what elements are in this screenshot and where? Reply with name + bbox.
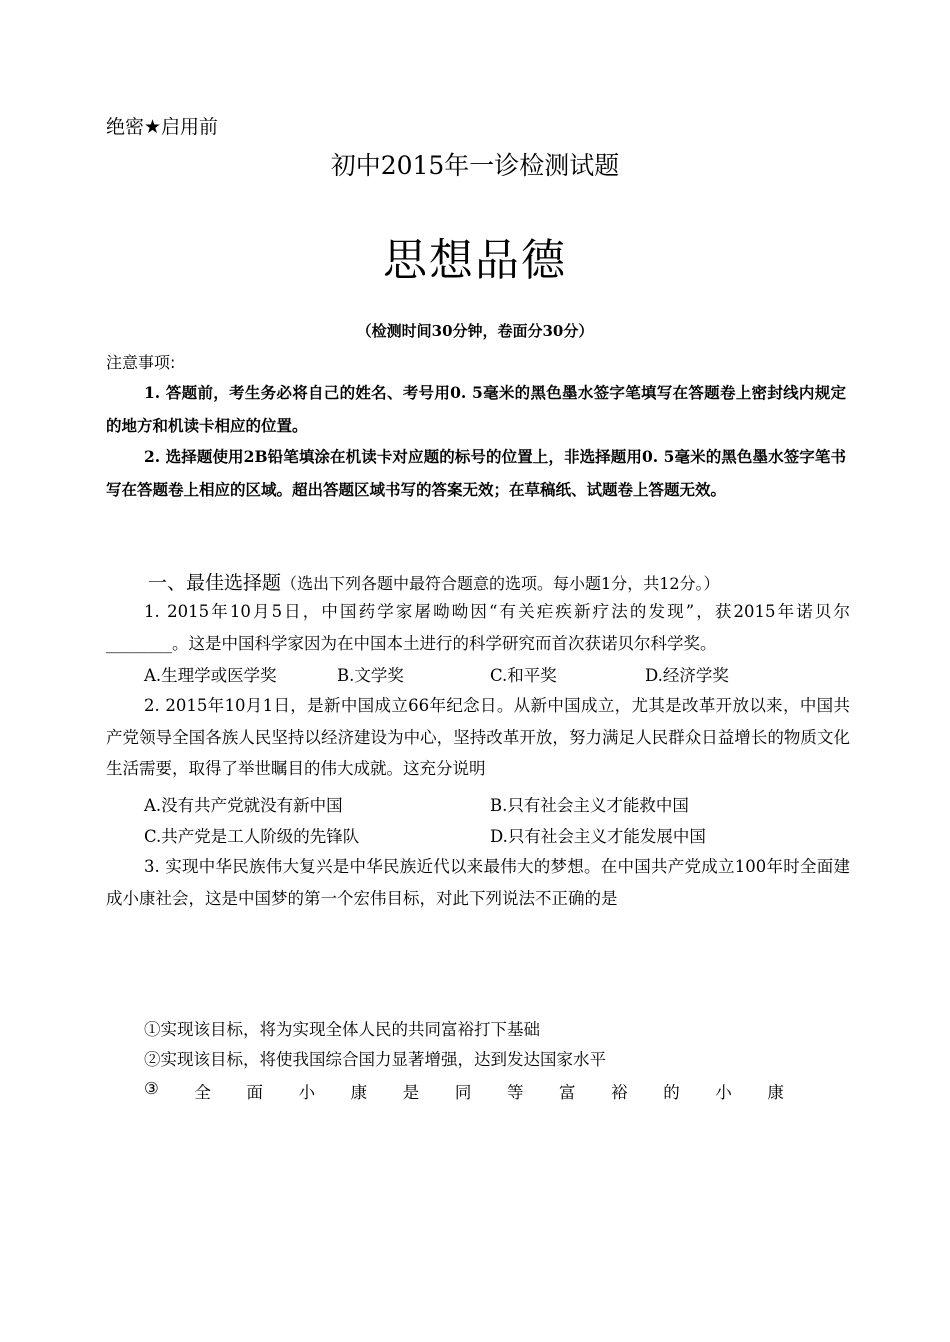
statement-3-char: 裕: [611, 1083, 628, 1102]
confidential-label: 绝密★启用前: [106, 116, 219, 138]
statement-3-char: 小: [715, 1083, 732, 1102]
question-2-option-c: C.共产党是工人阶级的先锋队: [144, 827, 360, 846]
statement-3-char: 同: [454, 1083, 472, 1102]
notice-item-1: 1. 答题前，考生务必将自己的姓名、考号用0. 5毫米的黑色墨水签字笔填写在答题卷上密封线内规定的地方和机读卡相应的位置。: [106, 383, 846, 435]
exam-title: 初中2015年一诊检测试题: [330, 151, 620, 180]
statement-3-char: ③: [144, 1079, 159, 1098]
question-2-option-a: A.没有共产党就没有新中国: [144, 796, 343, 815]
question-1-option-a: A.生理学或医学奖: [144, 666, 277, 685]
statement-3-char: 全: [194, 1083, 211, 1102]
notice-heading: 注意事项:: [106, 353, 176, 372]
notice-item-2: 2. 选择题使用2B铅笔填涂在机读卡对应题的标号的位置上，非选择题用0. 5毫米的黑色墨水签字笔书写在答题卷上相应的区域。超出答题区域书写的答案无效；在草稿纸、试题卷上答题无效。: [106, 447, 846, 499]
question-3-statement-3: [144, 1079, 784, 1103]
section-instruction: （选出下列各题中最符合题意的选项。每小题1分，共12分。）: [281, 574, 720, 593]
subject-title: 思想品德: [383, 235, 567, 286]
statement-3-char: 富: [559, 1083, 576, 1102]
exam-time-info: （检测时间30分钟，卷面分30分）: [356, 322, 594, 340]
question-3-stem: 3. 实现中华民族伟大复兴是中华民族近代以来最伟大的梦想。在中国共产党成立100年时全面建成小康社会，这是中国梦的第一个宏伟目标，对此下列说法不正确的是: [106, 857, 850, 908]
statement-3-char: 康: [767, 1083, 784, 1102]
statement-3-char: 小: [298, 1083, 316, 1102]
statement-3-char: 是: [402, 1083, 420, 1102]
question-2-option-d: D.只有社会主义才能发展中国: [490, 827, 706, 846]
question-2-stem: 2. 2015年10月1日，是新中国成立66年纪念日。从新中国成立，尤其是改革开放以来，中国共产党领导全国各族人民坚持以经济建设为中心，坚持改革开放，努力满足人民群众日益增长的物质文化生活需要，取得了举世瞩目的伟大成就。这充分说明: [106, 696, 850, 778]
statement-3-char: 等: [506, 1083, 524, 1102]
question-3-statement-1: ①实现该目标，将为实现全体人民的共同富裕打下基础: [144, 1020, 540, 1039]
question-2-option-b: B.只有社会主义才能救中国: [490, 796, 689, 815]
question-3-statement-2: ②实现该目标，将使我国综合国力显著增强，达到发达国家水平: [144, 1050, 606, 1069]
question-1-stem: 1. 2015年10月5日，中国药学家屠呦呦因“有关疟疾新疗法的发现”，获2015年诺贝尔________。这是中国科学家因为在中国本土进行的科学研究而首次获诺贝尔科学奖。: [106, 602, 850, 653]
question-1-option-d: D.经济学奖: [645, 666, 729, 685]
section-title: 一、最佳选择题: [148, 572, 282, 594]
statement-3-char: 康: [350, 1083, 368, 1102]
question-1-option-b: B.文学奖: [337, 666, 404, 685]
question-1-option-c: C.和平奖: [490, 666, 557, 685]
section-heading: [148, 568, 720, 595]
statement-3-char: 的: [663, 1083, 680, 1102]
statement-3-char: 面: [246, 1083, 263, 1102]
